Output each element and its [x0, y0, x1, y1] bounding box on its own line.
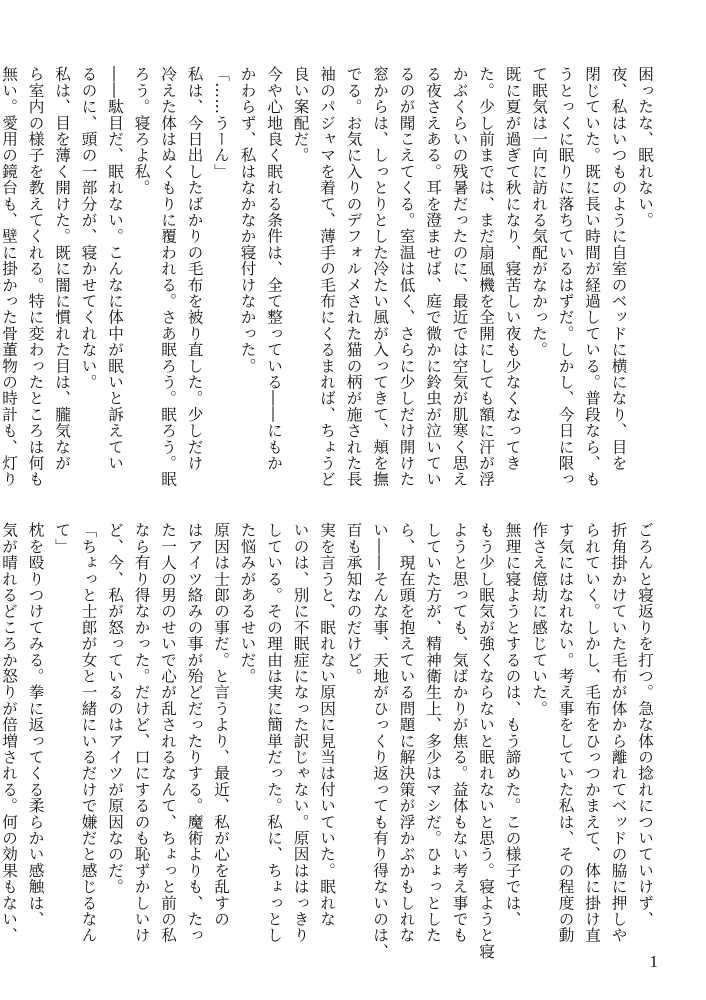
text-line: て」 [53, 522, 71, 555]
text-line: い――そんな事、天地がひっくり返っても有り得ないのは、 [371, 522, 389, 960]
text-line: ろう。寝ろよ私。 [132, 66, 151, 196]
text-line: 今や心地良く眠れる条件は、全て整っている――にもか [265, 66, 283, 471]
text-line: 良い案配だ。 [291, 66, 310, 164]
text-line: 原因は士郎の事だ。と言うより、最近、私が心を乱すの [212, 522, 230, 927]
text-line: 冷えた体はぬくもりに覆われる。さあ眠ろう。眠ろう。眠 [159, 66, 177, 488]
text-line: 「ちょっと士郎が女と一緒にいるだけで嫌だと感じるなん [79, 522, 98, 944]
text-line: 枕を殴りつけてみる。拳に返ってくる柔らかい感触は、 [26, 522, 45, 927]
text-line: かわらず、私はなかなか寝付けなかった。 [238, 66, 257, 374]
text-line: 折角掛かけていた毛布が体から離れてベッドの脇に押しや [609, 522, 628, 944]
text-line: ら室内の様子を教えてくれる。特に変わったところは何も [26, 66, 45, 488]
text-line: られていく。しかし、毛布をひっつかまえて、体に掛け直 [583, 522, 601, 944]
text-line: た悩みがあるせいだ。 [238, 522, 257, 684]
text-line: 実を言うと、眠れない原因に見当は付いていた。眠れな [318, 522, 336, 927]
text-line: している。その理由は実に簡単だった。私に、ちょっとし [265, 522, 283, 944]
text-line: 無理に寝ようとするのは、もう諦めた。この様子では、 [503, 522, 522, 927]
text-line: 困ったな、眠れない。 [636, 66, 654, 228]
text-line: ど、今、私が怒っているのはアイツが原因なのだ。 [106, 522, 124, 895]
text-line: ようと思っても、気ばかりが焦る。益体もない考え事でも [450, 522, 469, 944]
text-line: 袖のパジャマを着て、薄手の毛布にくるまれば、ちょうど [318, 66, 336, 488]
text-line: す気にはなれない。考え事をしていた私は、その程度の動 [556, 522, 575, 944]
text-line: 閉じていた。既に長い時間が経過している。普段なら、も [583, 66, 601, 488]
text-line: ごろんと寝返りを打つ。急な体の捻れについていけず、 [636, 522, 654, 927]
text-line: うとっくに眠りに落ちているはずだ。しかし、今日に限っ [556, 66, 575, 488]
text-line: なら有り得なかった。だけど、口にするのも恥ずかしいけ [132, 522, 151, 944]
text-line: 既に夏が過ぎて秋になり、寝苦しい夜も少なくなってき [503, 66, 522, 471]
page-number: 1 [649, 952, 658, 971]
bottom-text-block [0, 522, 658, 960]
text-line: るのが聞こえてくる。室温は低く、さらに少しだけ開けた [397, 66, 416, 488]
text-line: はアイツ絡みの事が殆どだったりする。魔術よりも、たっ [185, 522, 204, 944]
text-line: た一人の男のせいで心が乱されるなんて、ちょっと前の私 [159, 522, 177, 944]
text-line: 無い。愛用の鏡台も、壁に掛かった骨董物の時計も、灯り [0, 66, 18, 488]
text-line: かぶくらいの残暑だったのに、最近では空気が肌寒く思え [450, 66, 469, 488]
text-line: もう少し眠気が強くならないと眠れないと思う。寝ようと寝 [477, 522, 495, 960]
text-line: でる。お気に入りのデフォルメされた猫の柄が施された長 [344, 66, 363, 488]
text-line: 気が晴れるどころか怒りが倍増される。何の効果もない、 [0, 522, 18, 944]
text-line: ら、現在頭を抱えている問題に解決策が浮かぶかもしれな [397, 522, 416, 944]
text-line: 百も承知なのだけど。 [344, 522, 363, 684]
text-line: るのに、頭の一部分が、寝かせてくれない。 [79, 66, 98, 390]
text-line: た。少し前までは、まだ扇風機を全開にしても額に汗が浮 [477, 66, 495, 488]
top-text-block [0, 66, 658, 491]
text-line: 「……うーん」 [212, 66, 230, 180]
text-line: いのは、別に不眠症になった訳じゃない。原因ははっきり [291, 522, 310, 944]
text-line: していた方が、精神衛生上、多少はマシだ。ひょっとした [424, 522, 442, 944]
text-line: 窓からは、しっとりとした冷たい風が入ってきて、頬を撫 [371, 66, 389, 488]
text-line: 私は、今日出したばかりの毛布を被り直した。少しだけ [185, 66, 204, 471]
text-line: 夜、私はいつものように自室のベッドに横になり、目を [609, 66, 628, 471]
text-line: 私は、目を薄く開けた。既に闇に慣れた目は、朧気なが [53, 66, 71, 471]
text-line: ――駄目だ、眠れない。こんなに体中が眠いと訴えてい [106, 66, 124, 471]
text-line: 作さえ億劫に感じていた。 [530, 522, 548, 717]
text-line: て眠気は一向に訪れる気配がなかった。 [530, 66, 548, 358]
text-line: る夜さえある。耳を澄ませば、庭で微かに鈴虫が泣いてい [424, 66, 442, 488]
